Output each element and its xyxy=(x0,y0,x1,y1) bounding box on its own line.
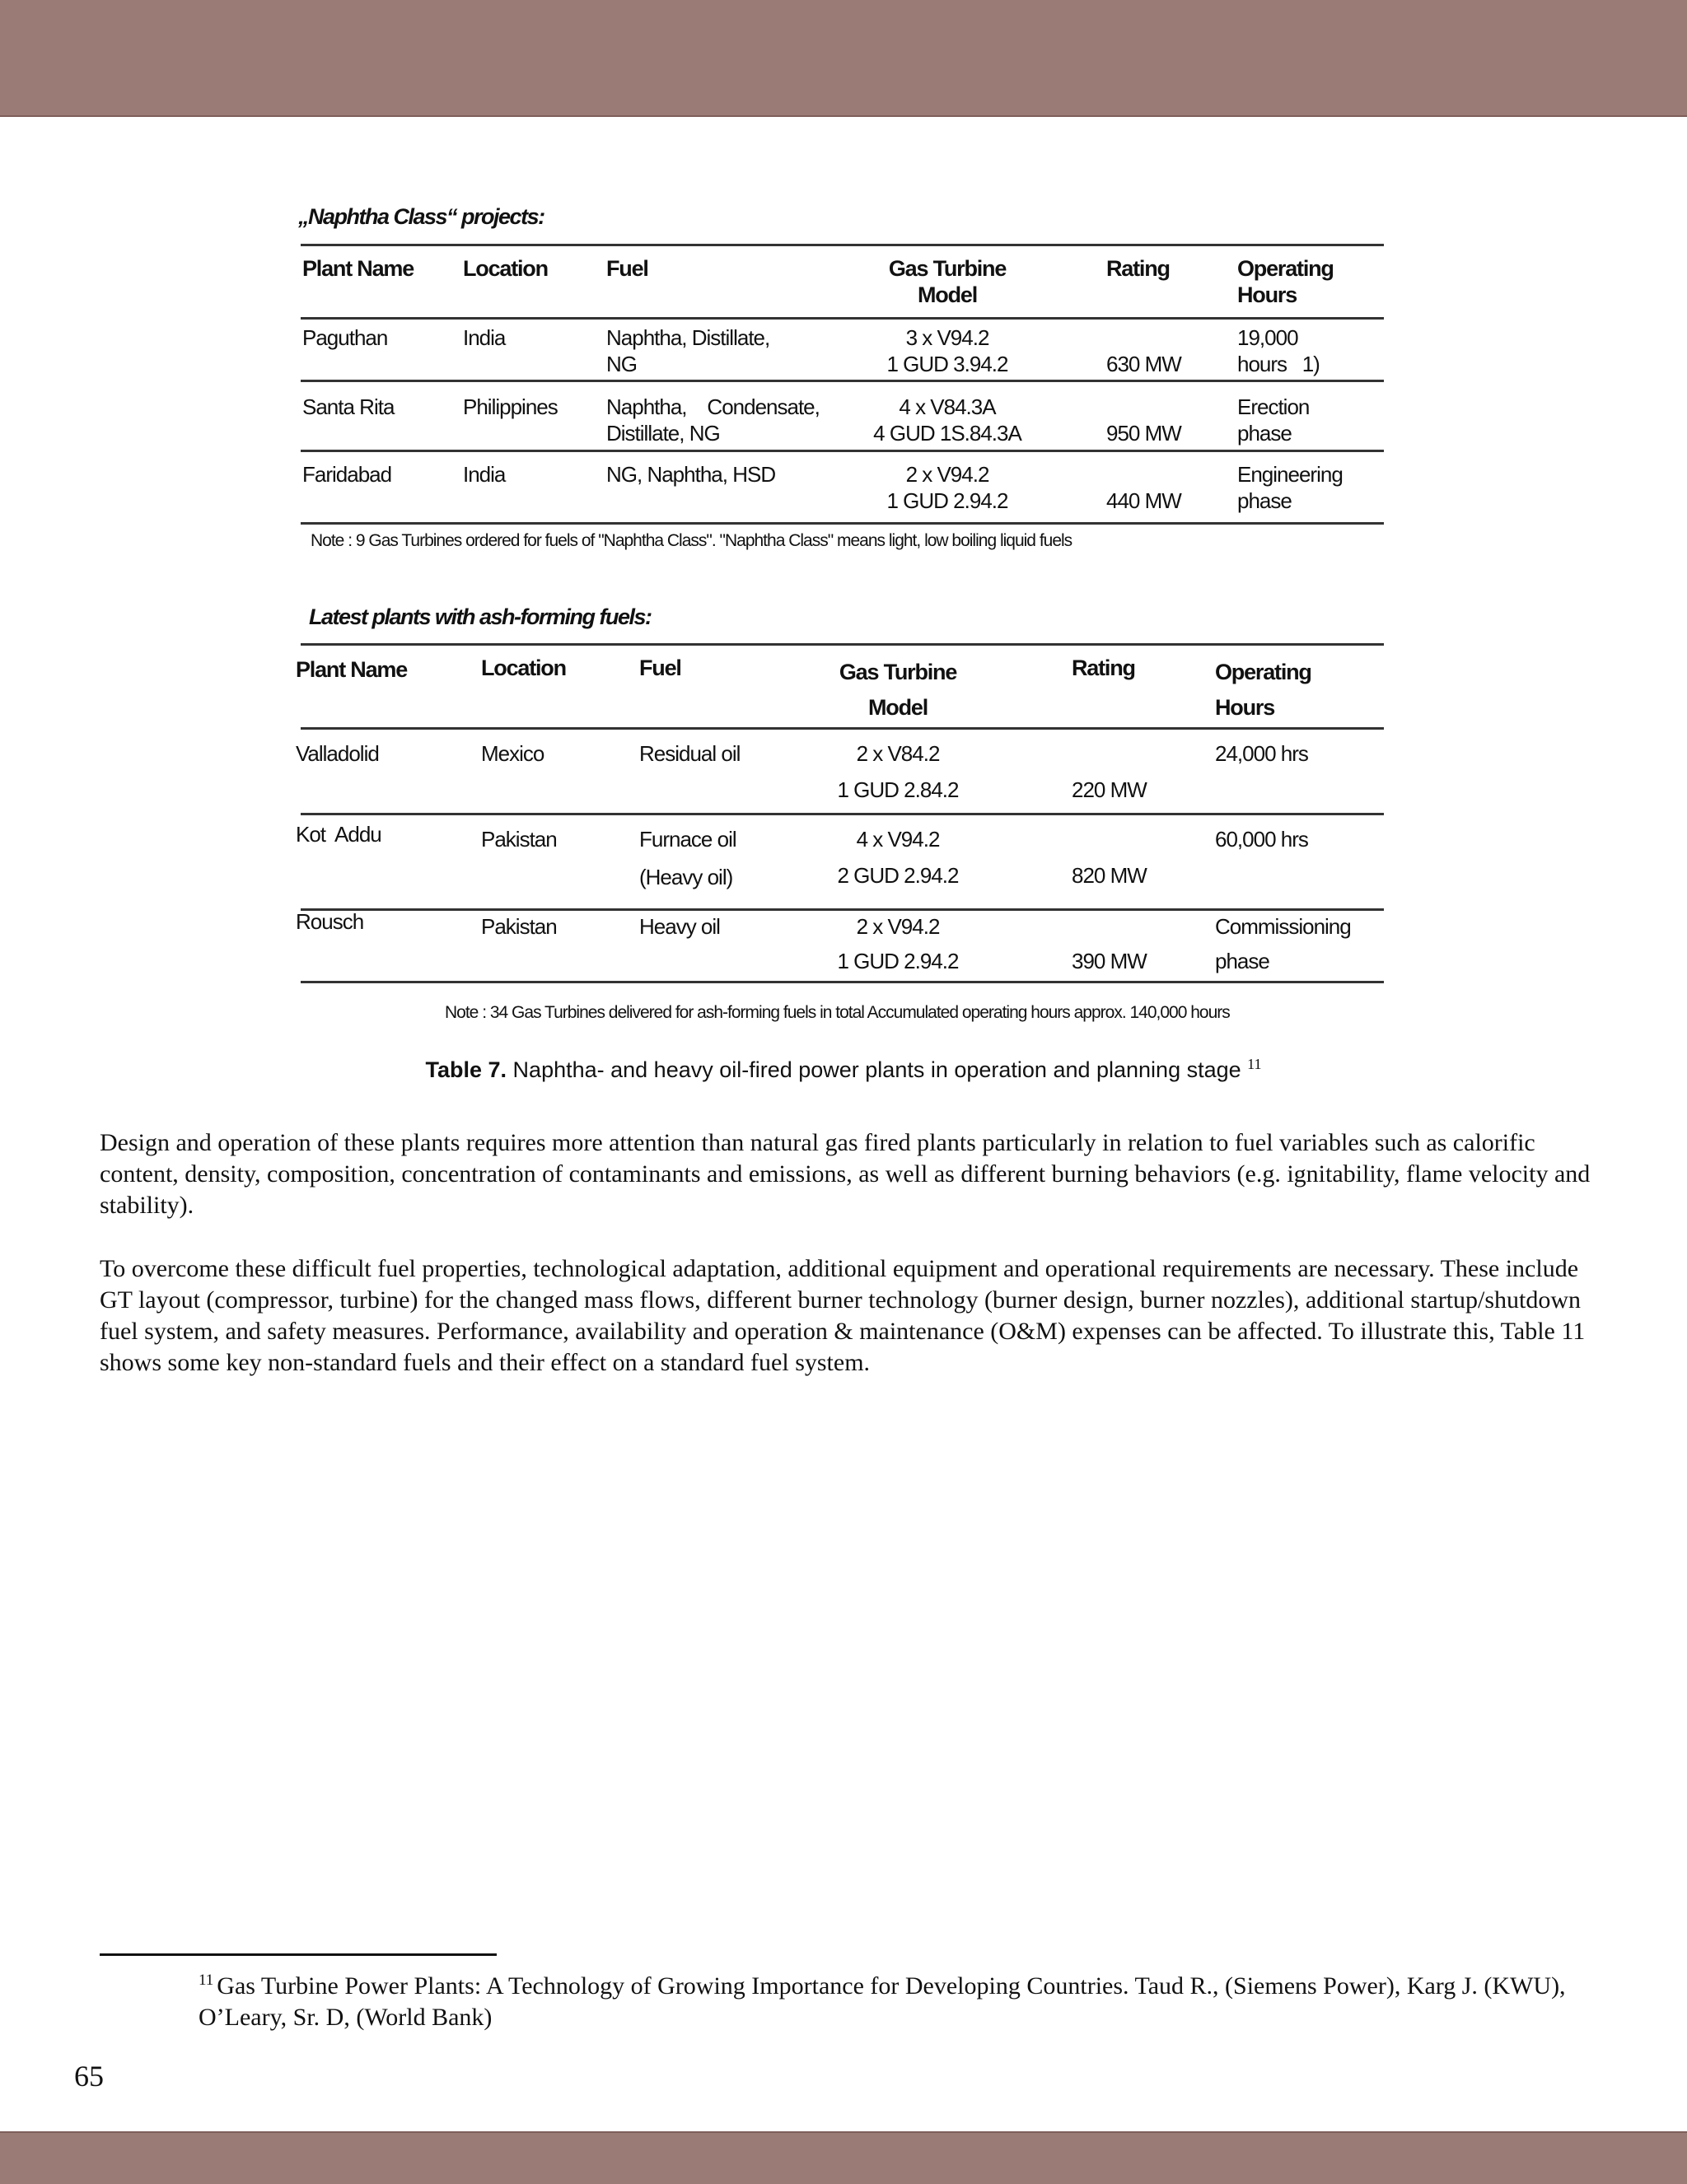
header-fuel: Fuel xyxy=(606,256,648,281)
table-cell: 440 MW xyxy=(1106,488,1181,513)
table-rule xyxy=(301,908,1384,911)
table-cell: Heavy oil xyxy=(639,914,720,939)
table-cell: 820 MW xyxy=(1072,863,1147,888)
table-cell: Erection xyxy=(1237,394,1310,419)
table1 xyxy=(301,244,1384,528)
table-cell: Furnace oil xyxy=(639,827,736,852)
table-cell: 1 GUD 2.94.2 xyxy=(837,949,959,973)
header-operating-hours: Operating Hours xyxy=(1215,660,1311,720)
table-cell: 2 x V94.2 xyxy=(856,914,940,939)
body-paragraph: Design and operation of these plants requires more attention than natural gas fired plants particularly in relation to fuel variables such as calorific content, density, composition, concentration of contaminants and emissions, as well as different burning behaviors (e.g. ignitability, flame velocity and stability). xyxy=(100,1129,1591,1219)
caption-text: Naphtha- and heavy oil-fired power plants in operation and planning stage xyxy=(507,1057,1241,1082)
table-cell: Naphtha, Condensate, xyxy=(606,394,820,419)
table-cell: Naphtha, Distillate, xyxy=(606,325,770,350)
table-rule xyxy=(301,813,1384,815)
header-operating-hours: Operating Hours xyxy=(1237,256,1334,307)
body-paragraph: To overcome these difficult fuel properties, technological adaptation, additional equipment and operational requirements are necessary. These include GT layout (compressor, turbine) for the changed mass flows, different burner technology (burner design, burner nozzles), additional startup/shutdown fuel system, and safety measures. Performance, availability and operation & maintenance (O&M) expenses can be affected. To illustrate this, Table 11 shows some key non-standard fuels and their effect on a standard fuel system. xyxy=(100,1255,1586,1376)
header-rating: Rating xyxy=(1106,256,1170,281)
table-cell: phase xyxy=(1237,421,1292,446)
table-cell: Faridabad xyxy=(302,462,392,487)
table-cell: 2 x V94.2 xyxy=(905,462,989,487)
header-location: Location xyxy=(463,256,548,281)
table-cell: 60,000 hrs xyxy=(1215,827,1308,852)
table-rule xyxy=(301,727,1384,730)
page-number: 65 xyxy=(74,2060,104,2093)
footnote-mark: 11 xyxy=(199,1972,214,1989)
table-cell: Residual oil xyxy=(639,741,741,766)
table-cell: NG, Naphtha, HSD xyxy=(606,462,776,487)
table-cell: hours 1) xyxy=(1237,352,1320,376)
table-cell: Rousch xyxy=(296,909,364,934)
caption-label: Table 7. xyxy=(425,1057,507,1082)
table-cell: 1 GUD 2.94.2 xyxy=(886,488,1008,513)
table-cell: 950 MW xyxy=(1106,421,1181,446)
table-cell: India xyxy=(463,462,506,487)
table-cell: Pakistan xyxy=(481,827,557,852)
header-rating: Rating xyxy=(1072,656,1135,680)
table-cell: phase xyxy=(1237,488,1292,513)
table-rule xyxy=(301,450,1384,452)
table-cell: Valladolid xyxy=(296,741,379,766)
table-cell: Mexico xyxy=(481,741,544,766)
table-cell: Paguthan xyxy=(302,325,388,350)
table-cell: Engineering xyxy=(1237,462,1343,487)
table-cell: 390 MW xyxy=(1072,949,1147,973)
table-cell: Commissioning xyxy=(1215,914,1351,939)
table1-note: Note : 9 Gas Turbines ordered for fuels of "Naphtha Class". "Naphtha Class" means light, low boiling liquid fuels xyxy=(311,531,1072,550)
table-cell: Distillate, NG xyxy=(606,421,720,446)
table-cell: phase xyxy=(1215,949,1269,973)
table2 xyxy=(296,643,1384,985)
table-rule xyxy=(301,244,1384,246)
table-cell: Philippines xyxy=(463,394,558,419)
footnote-separator xyxy=(100,1953,497,1956)
table-caption xyxy=(0,1056,1687,1083)
header-gas-turbine-model: Gas Turbine Model xyxy=(839,660,957,720)
table-rule xyxy=(301,317,1384,320)
table-rule xyxy=(301,522,1384,525)
table-cell: 2 x V84.2 xyxy=(856,741,940,766)
header-plant-name: Plant Name xyxy=(302,256,414,281)
header-location: Location xyxy=(481,656,566,680)
header-gas-turbine-model: Gas Turbine Model xyxy=(888,256,1007,307)
table-rule xyxy=(301,981,1384,983)
table-rule xyxy=(301,380,1384,382)
table-cell: 19,000 xyxy=(1237,325,1298,350)
table-cell: NG xyxy=(606,352,637,376)
footnote-text: Gas Turbine Power Plants: A Technology of Growing Importance for Developing Countries. Taud R., (Siemens Power), Karg J. (KWU), O’Leary, Sr. D, (World Bank) xyxy=(199,1972,1566,2031)
table-cell: Pakistan xyxy=(481,914,557,939)
header-fuel: Fuel xyxy=(639,656,681,680)
table-cell: Santa Rita xyxy=(302,394,395,419)
table-cell: 2 GUD 2.94.2 xyxy=(837,863,959,888)
table-cell: 24,000 hrs xyxy=(1215,741,1308,766)
table-cell: 630 MW xyxy=(1106,352,1181,376)
footnote xyxy=(199,1965,1599,2033)
table-cell: 4 x V84.3A xyxy=(899,394,996,419)
table1-title: „Naphtha Class“ projects: xyxy=(298,204,544,229)
caption-footnote-ref: 11 xyxy=(1247,1056,1262,1072)
table-cell: 1 GUD 3.94.2 xyxy=(886,352,1008,376)
footer-band xyxy=(0,2131,1687,2184)
header-band xyxy=(0,0,1687,117)
table2-title: Latest plants with ash-forming fuels: xyxy=(309,604,652,629)
table2-note: Note : 34 Gas Turbines delivered for ash-forming fuels in total Accumulated operating hours approx. 140,000 hours xyxy=(445,1003,1230,1022)
table-cell: India xyxy=(463,325,506,350)
header-plant-name: Plant Name xyxy=(296,657,408,682)
table-cell: 3 x V94.2 xyxy=(905,325,989,350)
table-cell: 4 GUD 1S.84.3A xyxy=(873,421,1021,446)
table-rule xyxy=(301,643,1384,646)
table-cell: 1 GUD 2.84.2 xyxy=(837,777,959,802)
table-cell: 220 MW xyxy=(1072,777,1147,802)
table-cell: (Heavy oil) xyxy=(639,865,733,889)
table-cell: 4 x V94.2 xyxy=(856,827,940,852)
table-cell: Kot Addu xyxy=(296,822,381,847)
